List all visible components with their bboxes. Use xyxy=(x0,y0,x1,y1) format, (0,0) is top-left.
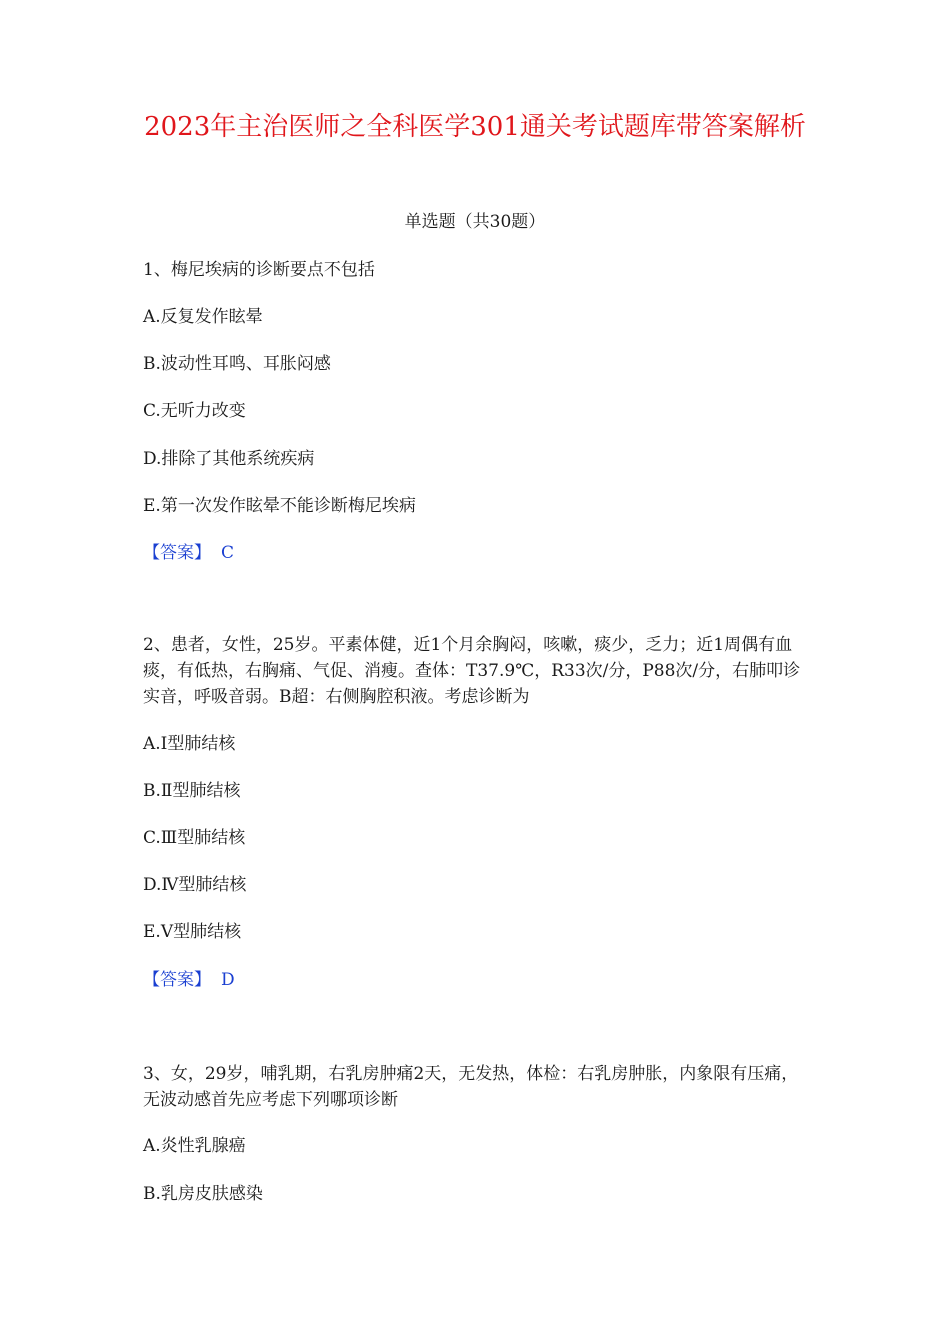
section-header: 单选题（共30题） xyxy=(404,212,546,232)
question-3-option-a: A.炎性乳腺癌 xyxy=(143,1136,246,1156)
answer-value: C xyxy=(221,543,235,563)
question-2-option-a: A.Ⅰ型肺结核 xyxy=(143,734,236,754)
question-1-stem: 1、梅尼埃病的诊断要点不包括 xyxy=(143,260,375,280)
question-1-option-d: D.排除了其他系统疾病 xyxy=(143,449,315,469)
question-3-stem: 3、女，29岁，哺乳期，右乳房肿痛2天，无发热，体检：右乳房肿胀，内象限有压痛，无波动感首先应考虑下列哪项诊断 xyxy=(143,1064,799,1110)
question-2-option-e: E.Ⅴ型肺结核 xyxy=(143,922,242,942)
answer-label: 【答案】 xyxy=(143,970,211,990)
document-title: 2023年主治医师之全科医学301通关考试题库带答案解析 xyxy=(144,112,806,142)
question-1-option-c: C.无听力改变 xyxy=(143,401,246,421)
question-1-answer xyxy=(143,541,234,565)
question-2-stem: 2、患者，女性，25岁。平素体健，近1个月余胸闷，咳嗽，痰少，乏力；近1周偶有血痰，有低热，右胸痛、气促、消瘦。查体：T37.9℃，R33次/分，P88次/分，右肺叩诊实音，呼吸音弱。B超：右侧胸腔积液。考虑诊断为 xyxy=(143,635,801,707)
answer-value: D xyxy=(221,970,235,990)
question-1-option-a: A.反复发作眩晕 xyxy=(143,307,263,327)
question-1-option-e: E.第一次发作眩晕不能诊断梅尼埃病 xyxy=(143,496,416,516)
question-2-answer xyxy=(143,968,235,992)
question-3-option-b: B.乳房皮肤感染 xyxy=(143,1184,263,1204)
answer-label: 【答案】 xyxy=(143,543,211,563)
question-2-option-b: B.Ⅱ型肺结核 xyxy=(143,781,241,801)
question-1-option-b: B.波动性耳鸣、耳胀闷感 xyxy=(143,354,331,374)
question-2-option-c: C.Ⅲ型肺结核 xyxy=(143,828,246,848)
question-2-option-d: D.Ⅳ型肺结核 xyxy=(143,875,247,895)
